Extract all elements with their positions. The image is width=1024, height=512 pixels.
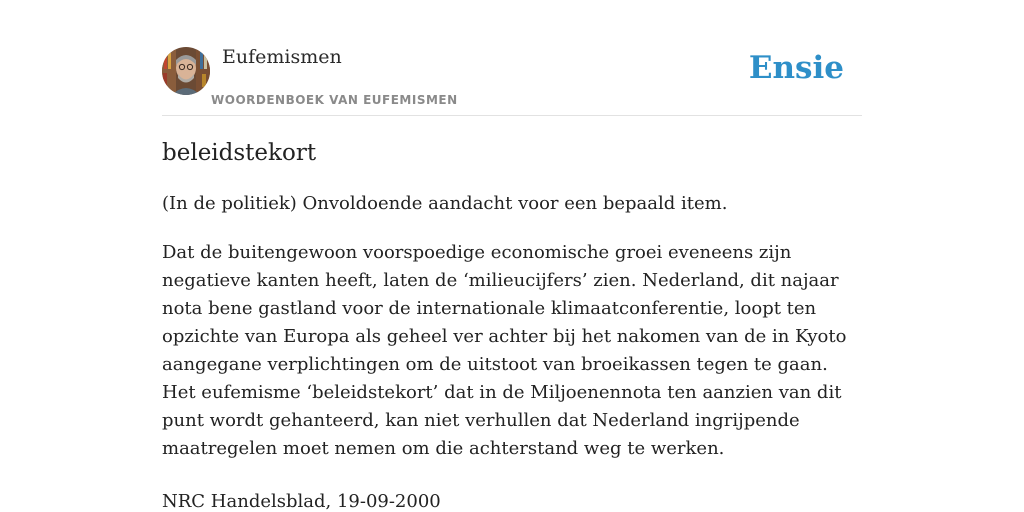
page-container — [162, 0, 862, 512]
entry-definition: (In de politiek) Onvoldoende aandacht voor een bepaald item. — [162, 193, 728, 214]
ensie-logo[interactable]: Ensie — [748, 50, 844, 86]
entry-body: Dat de buitengewoon voorspoedige economische groei eveneens zijn negatieve kanten heeft, laten de ‘milieucijfers’ zien. Nederland, dit najaar nota bene gastland voor de internationale klimaatconferentie, loopt ten opzichte van Europa als geheel ver achter bij het nakomen van de in Kyoto aangegane verplichtingen om de uitstoot van broeikassen tegen te gaan. Het eufemisme ‘beleidstekort’ dat in de Miljoenennota ten aanzien van dit punt wordt gehanteerd, kan niet verhullen dat Nederland ingrijpende maatregelen moet nemen om die achterstand weg te werken. — [162, 242, 847, 459]
entry-term: beleidstekort — [162, 140, 317, 166]
header — [162, 0, 862, 116]
author-name[interactable]: Eufemismen — [222, 46, 342, 68]
avatar[interactable] — [162, 47, 210, 95]
entry-source: NRC Handelsblad, 19-09-2000 — [162, 491, 441, 512]
avatar-image — [162, 47, 210, 95]
dictionary-subtitle[interactable]: WOORDENBOEK VAN EUFEMISMEN — [211, 93, 458, 107]
